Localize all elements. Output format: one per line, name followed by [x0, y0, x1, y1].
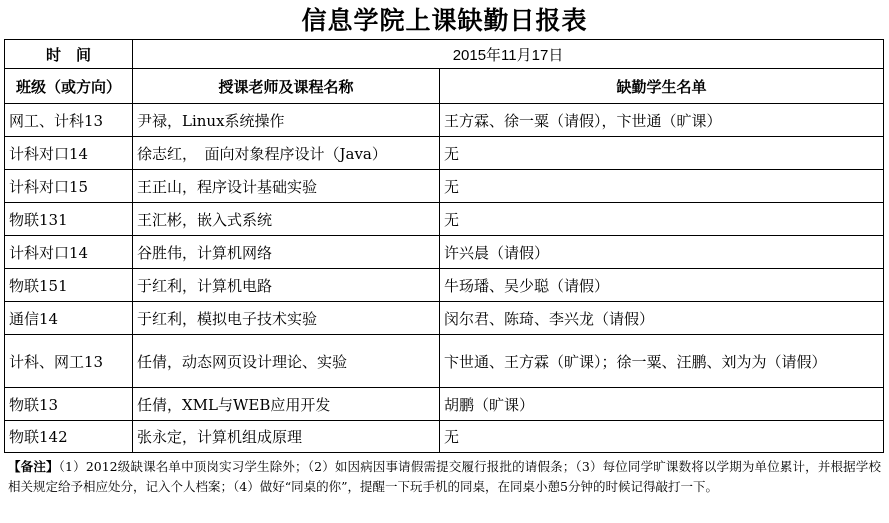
column-header-class: 班级（或方向）	[5, 69, 133, 104]
table-row	[5, 137, 884, 170]
row-class-cell: 通信14	[5, 302, 133, 335]
row-absent-students-cell: 胡鹏（旷课）	[440, 388, 884, 421]
row-absent-students-cell: 闵尔君、陈琦、李兴龙（请假）	[440, 302, 884, 335]
row-class-cell: 物联131	[5, 203, 133, 236]
row-absent-students-cell: 无	[440, 203, 884, 236]
time-row	[5, 40, 884, 69]
row-class-cell: 计科对口15	[5, 170, 133, 203]
row-teacher-course-cell: 于红利，模拟电子技术实验	[133, 302, 440, 335]
row-class-cell: 网工、计科13	[5, 104, 133, 137]
attendance-table	[4, 39, 884, 453]
table-row	[5, 269, 884, 302]
column-header-teacher-course: 授课老师及课程名称	[133, 69, 440, 104]
row-class-cell: 物联151	[5, 269, 133, 302]
row-absent-students-cell: 王方霖、徐一粟（请假），卞世通（旷课）	[440, 104, 884, 137]
column-header-row	[5, 69, 884, 104]
row-class-cell: 计科对口14	[5, 236, 133, 269]
report-title: 信息学院上课缺勤日报表	[301, 6, 588, 35]
table-row	[5, 335, 884, 388]
row-class-cell: 计科对口14	[5, 137, 133, 170]
row-teacher-course-cell: 徐志红， 面向对象程序设计（Java）	[133, 137, 440, 170]
row-teacher-course-cell: 尹禄，Linux系统操作	[133, 104, 440, 137]
row-class-cell: 物联13	[5, 388, 133, 421]
row-teacher-course-cell: 王汇彬，嵌入式系统	[133, 203, 440, 236]
report-date: 2015年11月17日	[133, 40, 884, 69]
time-label: 时 间	[5, 40, 133, 69]
row-teacher-course-cell: 任倩，动态网页设计理论、实验	[133, 335, 440, 388]
row-teacher-course-cell: 任倩，XML与WEB应用开发	[133, 388, 440, 421]
row-teacher-course-cell: 谷胜伟，计算机网络	[133, 236, 440, 269]
row-class-cell: 物联142	[5, 421, 133, 453]
row-absent-students-cell: 许兴晨（请假）	[440, 236, 884, 269]
table-body	[5, 104, 884, 453]
row-absent-students-cell: 卞世通、王方霖（旷课）；徐一粟、汪鹏、刘为为（请假）	[440, 335, 884, 388]
note-text: （1）2012级缺课名单中顶岗实习学生除外；（2）如因病因事请假需提交履行报批的请假条；（3）每位同学旷课数将以学期为单位累计，并根据学校相关规定给予相应处分，记入个人档案；（4）做好“同桌的你”，提醒一下玩手机的同桌，在同桌小憩5分钟的时候记得敲打一下。	[8, 459, 881, 494]
table-row	[5, 236, 884, 269]
row-teacher-course-cell: 张永定，计算机组成原理	[133, 421, 440, 453]
row-absent-students-cell: 无	[440, 421, 884, 453]
table-row	[5, 203, 884, 236]
table-row	[5, 302, 884, 335]
column-header-absent-students: 缺勤学生名单	[440, 69, 884, 104]
table-row	[5, 421, 884, 453]
row-teacher-course-cell: 于红利，计算机电路	[133, 269, 440, 302]
row-absent-students-cell: 无	[440, 137, 884, 170]
row-class-cell: 计科、网工13	[5, 335, 133, 388]
row-teacher-course-cell: 王正山，程序设计基础实验	[133, 170, 440, 203]
table-row	[5, 170, 884, 203]
row-absent-students-cell: 牛玚璠、吴少聪（请假）	[440, 269, 884, 302]
table-row	[5, 104, 884, 137]
table-row	[5, 388, 884, 421]
row-absent-students-cell: 无	[440, 170, 884, 203]
note-label: 【备注】	[8, 459, 59, 474]
remarks-note	[8, 457, 881, 497]
